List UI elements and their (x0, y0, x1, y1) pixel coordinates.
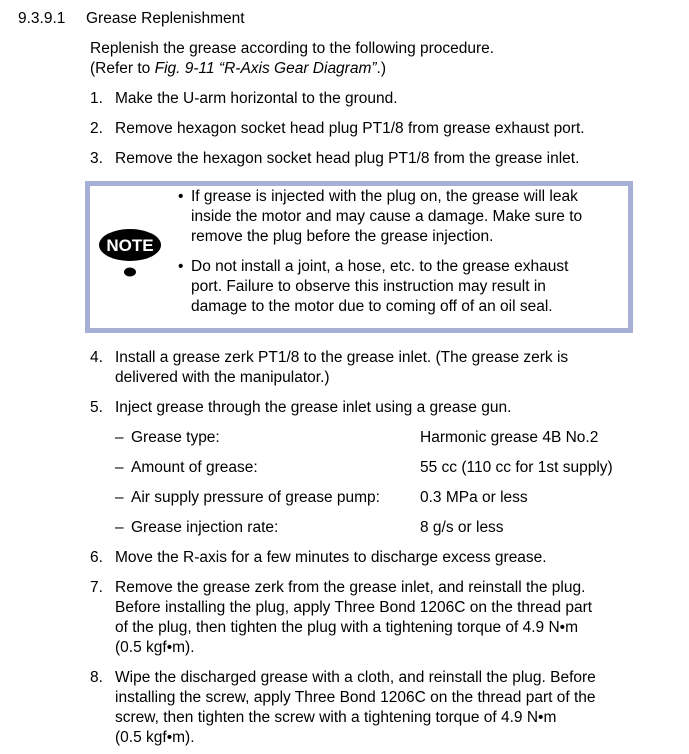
note-icon (98, 228, 162, 280)
intro-line-1: Replenish the grease according to the following procedure. (90, 40, 495, 57)
figure-reference-link: Fig. 9-11 “R-Axis Gear Diagram” (154, 60, 377, 77)
note-icon-label: NOTE (106, 236, 154, 255)
section-title: Grease Replenishment (86, 10, 245, 27)
intro-line-2: (Refer to Fig. 9-11 “R-Axis Gear Diagram”.) (90, 60, 387, 77)
section-number: 9.3.9.1 (18, 10, 66, 27)
intro-text (90, 39, 494, 79)
